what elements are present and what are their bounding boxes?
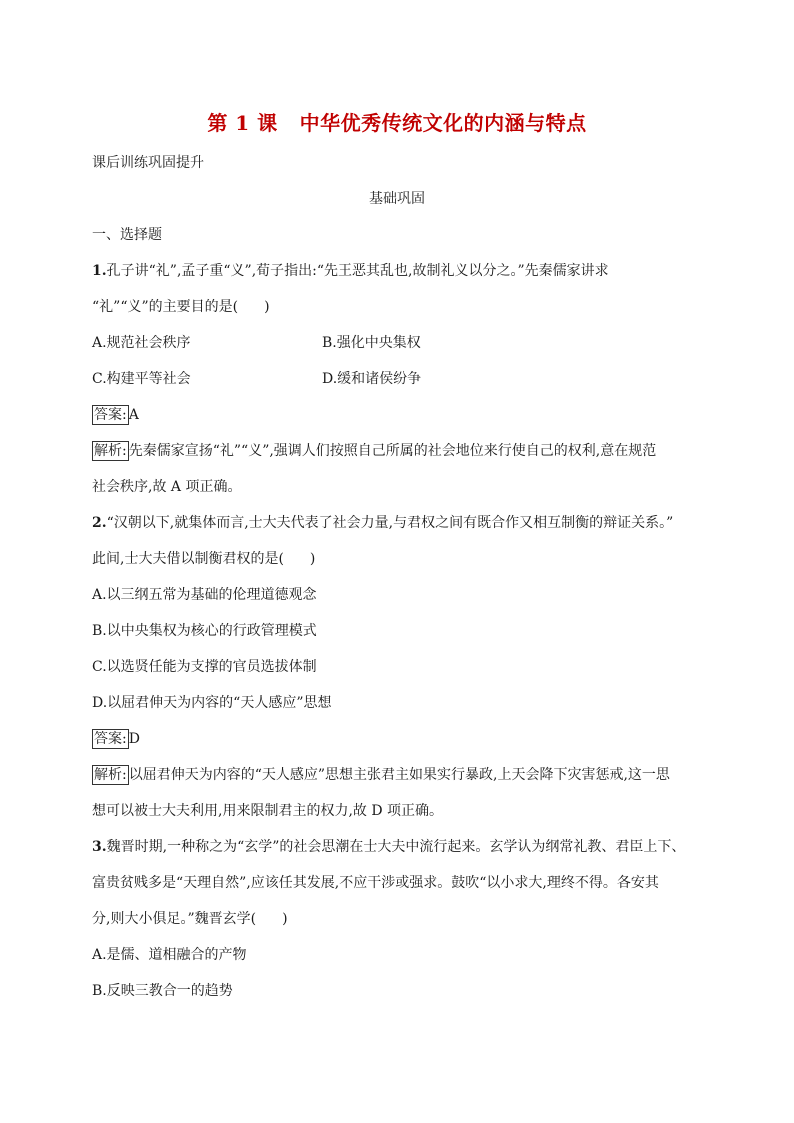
q2-analysis-line2: 想可以被士大夫利用,用来限制君主的权力,故 D 项正确。 xyxy=(92,803,444,819)
analysis-label: 解析: xyxy=(94,443,127,459)
q2-stem-line2: 此间,士大夫借以制衡君权的是( ) xyxy=(92,551,316,567)
q1-option-b: B.强化中央集权 xyxy=(322,335,421,351)
q1-option-d: D.缓和诸侯纷争 xyxy=(322,371,422,387)
answer-label: 答案: xyxy=(94,731,127,747)
q1-option-c: C.构建平等社会 xyxy=(92,371,191,387)
q3-stem-line3: 分,则大小俱足。”魏晋玄学( ) xyxy=(92,911,288,927)
q2-option-b: B.以中央集权为核心的行政管理模式 xyxy=(92,623,317,639)
q3-number: 3. xyxy=(92,839,107,855)
q1-answer: 答案: A xyxy=(94,407,139,423)
analysis-label: 解析: xyxy=(94,767,127,783)
lesson-name: 中华优秀传统文化的内涵与特点 xyxy=(299,111,587,135)
q2-option-d: D.以屈君伸天为内容的“天人感应”思想 xyxy=(92,695,332,711)
q2-option-a: A.以三纲五常为基础的伦理道德观念 xyxy=(92,587,317,603)
lesson-title xyxy=(0,107,794,136)
part-heading: 一、选择题 xyxy=(92,227,162,243)
q3-stem-line1: 3.魏晋时期,一种称之为“玄学”的社会思潮在士大夫中流行起来。玄学认为纲常礼教、君臣上下、 xyxy=(92,839,686,855)
q2-stem-line1: 2.“汉朝以下,就集体而言,士大夫代表了社会力量,与君权之间有既合作又相互制衡的辩证关系。” xyxy=(92,515,674,531)
q1-stem-line1: 1.孔子讲“礼”,孟子重“义”,荀子指出:“先王恶其乱也,故制礼义以分之。”先秦儒家讲求 xyxy=(92,263,609,279)
q3-option-a: A.是儒、道相融合的产物 xyxy=(92,947,247,963)
q3-option-b: B.反映三教合一的趋势 xyxy=(92,983,233,999)
q1-analysis-line2: 社会秩序,故 A 项正确。 xyxy=(92,479,242,495)
subtitle: 课后训练巩固提升 xyxy=(92,155,204,171)
q1-analysis-line1: 解析: 先秦儒家宣扬“礼”“义”,强调人们按照自己所属的社会地位来行使自己的权利,意在规范 xyxy=(94,443,657,459)
q1-stem-line2: “礼”“义”的主要目的是( ) xyxy=(92,299,270,315)
lesson-number: 第 1 课 xyxy=(207,111,278,135)
q1-number: 1. xyxy=(92,263,107,279)
q2-number: 2. xyxy=(92,515,107,531)
q3-stem-line2: 富贵贫贱多是“天理自然”,应该任其发展,不应干涉或强求。鼓吹“以小求大,理终不得。各安其 xyxy=(92,875,659,891)
answer-label: 答案: xyxy=(94,407,127,423)
q1-option-a: A.规范社会秩序 xyxy=(92,335,191,351)
q2-option-c: C.以选贤任能为支撑的官员选拔体制 xyxy=(92,659,317,675)
q2-answer: 答案: D xyxy=(94,731,140,747)
q2-analysis-line1: 解析: 以屈君伸天为内容的“天人感应”思想主张君主如果实行暴政,上天会降下灾害惩戒,这一思 xyxy=(94,767,670,783)
section-heading: 基础巩固 xyxy=(369,191,425,207)
